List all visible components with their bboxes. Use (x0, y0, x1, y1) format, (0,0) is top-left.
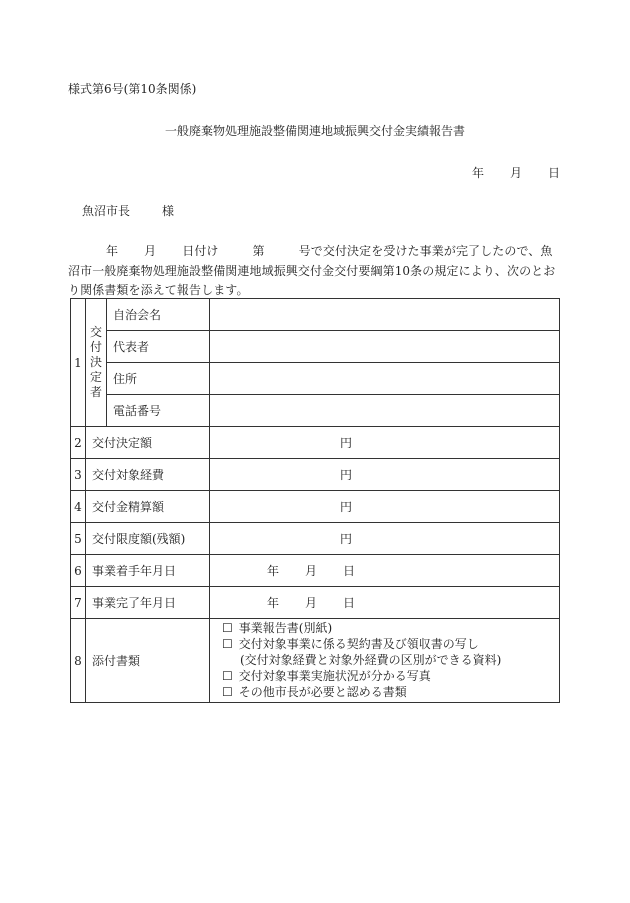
date-day-label: 日 (548, 166, 561, 180)
addressee-honorific: 様 (162, 204, 175, 218)
checkbox-icon[interactable]: ☐ (222, 637, 233, 651)
field-label-settlement: 交付金精算額 (86, 491, 210, 523)
addressee (82, 202, 174, 219)
row-number: 4 (71, 491, 86, 523)
field-label-eligible-cost: 交付対象経費 (86, 459, 210, 491)
grantee-header: 交 付 決 定 者 (86, 299, 107, 427)
table-row (71, 587, 560, 619)
date-year-label: 年 (472, 166, 485, 180)
completion-date-field[interactable]: 年 月 日 (210, 587, 560, 619)
body-dai: 第 (252, 244, 265, 258)
attachment-note: (交付対象経費と対象外経費の区別ができる資料) (240, 653, 502, 667)
report-date (472, 164, 560, 181)
yen-unit: 円 (340, 532, 353, 546)
field-label-association: 自治会名 (107, 299, 210, 331)
association-name-field[interactable] (210, 299, 560, 331)
representative-field[interactable] (210, 331, 560, 363)
yen-unit: 円 (340, 500, 353, 514)
limit-amount-field[interactable] (210, 523, 560, 555)
body-paragraph (68, 242, 564, 301)
attachment-item: ☐ その他市長が必要と認める書類 (222, 685, 407, 699)
field-label-start-date: 事業着手年月日 (86, 555, 210, 587)
phone-field[interactable] (210, 395, 560, 427)
row-number: 2 (71, 427, 86, 459)
field-label-limit: 交付限度額(残額) (86, 523, 210, 555)
row-number: 6 (71, 555, 86, 587)
attachment-item: ☐ 交付対象事業実施状況が分かる写真 (222, 669, 431, 683)
field-label-grant-decision: 交付決定額 (86, 427, 210, 459)
form-number: 様式第6号(第10条関係) (68, 82, 197, 96)
field-label-phone: 電話番号 (107, 395, 210, 427)
table-row (71, 395, 560, 427)
address-field[interactable] (210, 363, 560, 395)
settlement-amount-field[interactable] (210, 491, 560, 523)
body-month: 月 (144, 244, 157, 258)
table-row (71, 459, 560, 491)
body-day: 日付け (182, 244, 219, 258)
checkbox-icon[interactable]: ☐ (222, 621, 233, 635)
row-number: 7 (71, 587, 86, 619)
yen-unit: 円 (340, 436, 353, 450)
start-date-field[interactable]: 年 月 日 (210, 555, 560, 587)
addressee-recipient: 魚沼市長 (82, 204, 131, 218)
report-table (70, 298, 560, 703)
row-number: 8 (71, 619, 86, 703)
attachment-item: ☐ 交付対象事業に係る契約書及び領収書の写し (222, 637, 479, 651)
checkbox-icon[interactable]: ☐ (222, 685, 233, 699)
date-month-label: 月 (510, 166, 523, 180)
table-row (71, 523, 560, 555)
row-number: 1 (71, 299, 86, 427)
table-row (71, 427, 560, 459)
field-label-attachments: 添付書類 (86, 619, 210, 703)
body-year: 年 (106, 244, 119, 258)
field-label-address: 住所 (107, 363, 210, 395)
eligible-cost-field[interactable] (210, 459, 560, 491)
attachment-item: ☐ 事業報告書(別紙) (222, 621, 333, 635)
document-title: 一般廃棄物処理施設整備関連地域振興交付金実績報告書 (164, 124, 465, 138)
checkbox-icon[interactable]: ☐ (222, 669, 233, 683)
attachments-list (210, 619, 560, 703)
table-row (71, 299, 560, 331)
yen-unit: 円 (340, 468, 353, 482)
body-text: 号で交付決定を受けた事業が完了したので、魚沼市一般廃棄物処理施設整備関連地域振興交付金交付要綱第10条の規定により、次のとおり関係書類を添えて報告します。 (68, 244, 556, 297)
table-row (71, 363, 560, 395)
field-label-representative: 代表者 (107, 331, 210, 363)
table-row (71, 619, 560, 703)
grant-decision-amount-field[interactable] (210, 427, 560, 459)
table-row (71, 491, 560, 523)
field-label-completion-date: 事業完了年月日 (86, 587, 210, 619)
table-row (71, 555, 560, 587)
row-number: 3 (71, 459, 86, 491)
table-row (71, 331, 560, 363)
row-number: 5 (71, 523, 86, 555)
